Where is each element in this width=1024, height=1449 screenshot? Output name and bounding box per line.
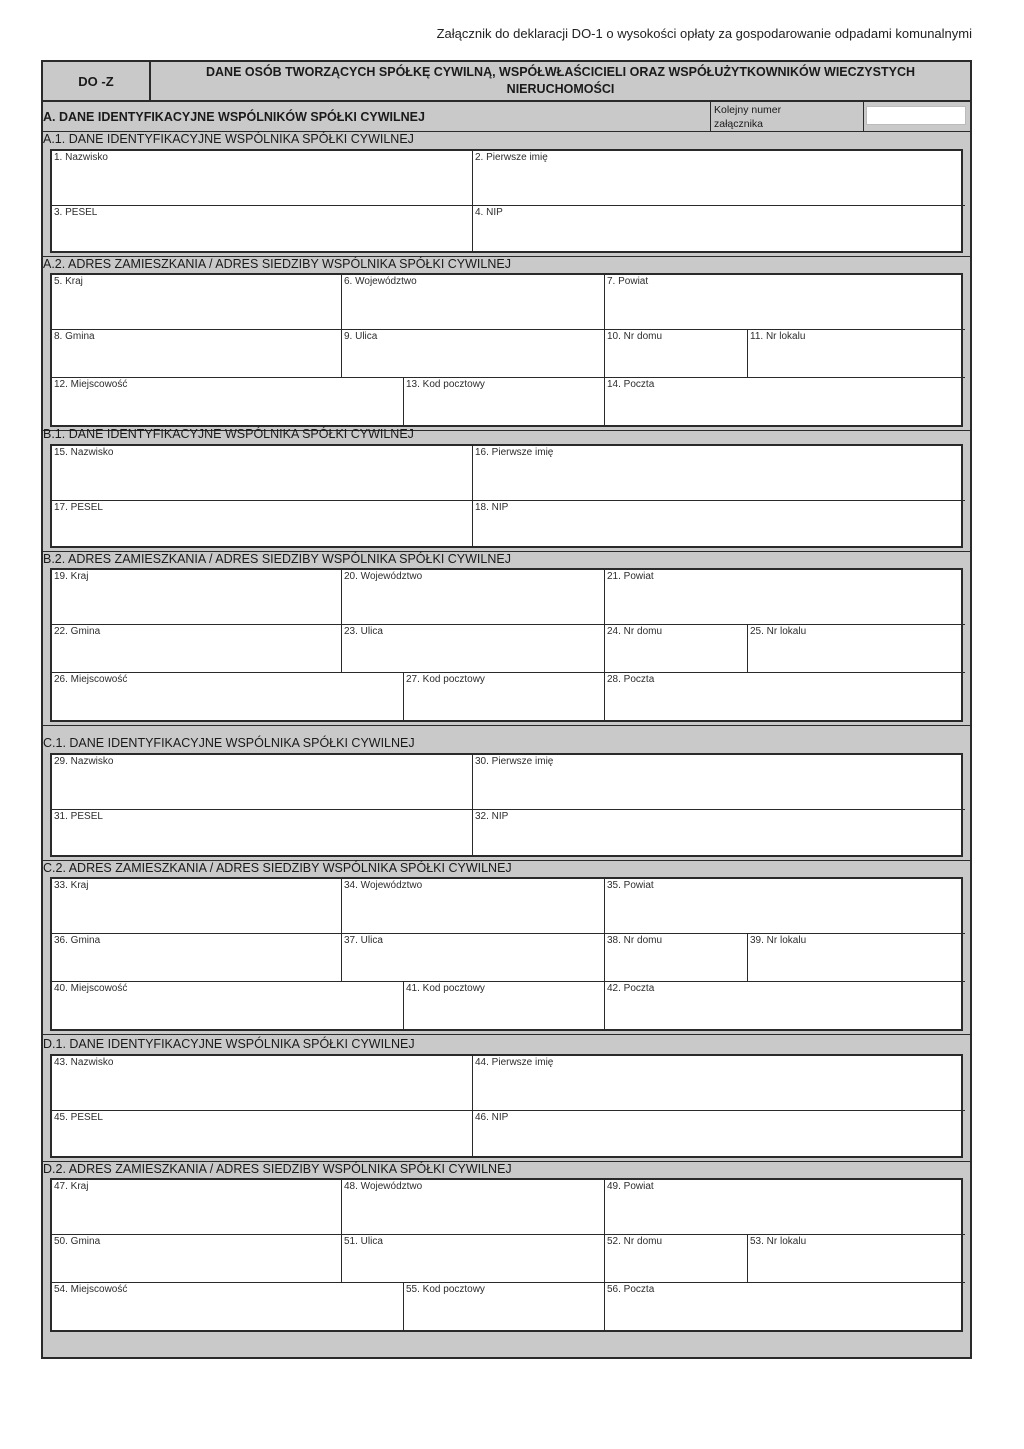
field-input[interactable] <box>54 835 470 855</box>
field-input[interactable] <box>475 835 963 855</box>
field-label: 7. Powiat <box>607 276 649 287</box>
field-input[interactable] <box>344 1260 602 1280</box>
field-label: 20. Województwo <box>344 571 423 582</box>
field-label: 52. Nr domu <box>607 1236 663 1247</box>
field-input[interactable] <box>607 1260 745 1280</box>
form-code: DO -Z <box>43 62 151 100</box>
field-label: 6. Województwo <box>344 276 417 287</box>
field-input[interactable] <box>607 1309 963 1329</box>
field-input[interactable] <box>54 650 339 670</box>
field-input[interactable] <box>344 650 602 670</box>
form-field <box>604 1234 747 1282</box>
section-a-title: A. DANE IDENTYFIKACYJNE WSPÓLNIKÓW SPÓŁKI CYWILNEJ <box>43 110 425 124</box>
field-label: 21. Powiat <box>607 571 654 582</box>
field-label: 28. Poczta <box>607 674 655 685</box>
field-input[interactable] <box>54 355 339 375</box>
field-label: 16. Pierwsze imię <box>475 447 554 458</box>
field-input[interactable] <box>475 183 963 203</box>
form-field <box>472 1110 965 1158</box>
partner-id-panel <box>50 149 963 253</box>
field-input[interactable] <box>475 1088 963 1108</box>
field-label: 43. Nazwisko <box>54 1057 114 1068</box>
field-input[interactable] <box>607 307 963 327</box>
field-label: 49. Powiat <box>607 1181 654 1192</box>
field-input[interactable] <box>406 1008 602 1028</box>
field-label: 23. Ulica <box>344 626 383 637</box>
form-field <box>52 329 341 377</box>
form-field <box>472 500 965 548</box>
form-field <box>604 377 965 426</box>
form-field <box>341 329 604 377</box>
attachment-caption: Załącznik do deklaracji DO-1 o wysokości opłaty za gospodarowanie odpadami komunalnymi <box>436 26 972 41</box>
form-field <box>604 981 965 1030</box>
field-label: 55. Kod pocztowy <box>406 1284 485 1295</box>
form-field <box>52 624 341 672</box>
form-title-row <box>43 62 970 102</box>
field-input[interactable] <box>54 307 339 327</box>
form-field <box>403 981 604 1030</box>
field-label: 19. Kraj <box>54 571 89 582</box>
form-field <box>604 570 965 624</box>
partner-id-panel <box>50 753 963 857</box>
field-input[interactable] <box>607 699 963 719</box>
field-label: 8. Gmina <box>54 331 95 342</box>
field-label: 31. PESEL <box>54 811 103 822</box>
field-label: 41. Kod pocztowy <box>406 983 485 994</box>
form-field <box>52 981 403 1030</box>
form-field <box>52 205 472 253</box>
field-input[interactable] <box>54 1212 339 1232</box>
field-input[interactable] <box>750 355 963 375</box>
field-input[interactable] <box>344 959 602 979</box>
field-input[interactable] <box>750 1260 963 1280</box>
field-label: 34. Województwo <box>344 880 423 891</box>
field-input[interactable] <box>750 650 963 670</box>
form-field <box>472 205 965 253</box>
field-label: 53. Nr lokalu <box>750 1236 807 1247</box>
form-field <box>341 624 604 672</box>
field-label: 42. Poczta <box>607 983 655 994</box>
field-label: 54. Miejscowość <box>54 1284 128 1295</box>
form-field <box>341 1234 604 1282</box>
field-input[interactable] <box>54 404 401 424</box>
form-field <box>604 879 965 933</box>
section-a-header <box>43 102 970 132</box>
field-label: 37. Ulica <box>344 935 383 946</box>
partner-address-heading: B.2. ADRES ZAMIESZKANIA / ADRES SIEDZIBY WSPÓLNIKA SPÓŁKI CYWILNEJ <box>43 552 511 566</box>
form-field <box>52 500 472 548</box>
field-label: 40. Miejscowość <box>54 983 128 994</box>
field-input[interactable] <box>344 355 602 375</box>
field-label: 24. Nr domu <box>607 626 663 637</box>
field-label: 9. Ulica <box>344 331 378 342</box>
form-field <box>403 1282 604 1331</box>
field-label: 10. Nr domu <box>607 331 663 342</box>
field-input[interactable] <box>54 602 339 622</box>
field-input[interactable] <box>54 231 470 251</box>
field-label: 30. Pierwsze imię <box>475 756 554 767</box>
form-field <box>403 672 604 721</box>
field-label: 4. NIP <box>475 207 503 218</box>
field-label: 45. PESEL <box>54 1112 103 1123</box>
attachment-number-label: Kolejny numer załącznika <box>710 102 864 131</box>
field-input[interactable] <box>607 1212 963 1232</box>
field-label: 15. Nazwisko <box>54 447 114 458</box>
field-label: 33. Kraj <box>54 880 89 891</box>
field-input[interactable] <box>54 699 401 719</box>
field-label: 12. Miejscowość <box>54 379 128 390</box>
field-label: 13. Kod pocztowy <box>406 379 485 390</box>
field-input[interactable] <box>475 478 963 498</box>
section-divider <box>43 1034 970 1035</box>
field-input[interactable] <box>406 404 602 424</box>
form-field <box>52 446 472 500</box>
field-input[interactable] <box>54 478 470 498</box>
partner-id-heading: B.1. DANE IDENTYFIKACYJNE WSPÓLNIKA SPÓŁKI CYWILNEJ <box>43 427 414 441</box>
field-input[interactable] <box>406 1309 602 1329</box>
field-input[interactable] <box>607 959 745 979</box>
field-input[interactable] <box>54 787 470 807</box>
form-field <box>472 446 965 500</box>
form-field <box>472 809 965 857</box>
do-z-form <box>41 60 972 1359</box>
field-label: 48. Województwo <box>344 1181 423 1192</box>
form-field <box>341 570 604 624</box>
field-label: 47. Kraj <box>54 1181 89 1192</box>
field-label: 51. Ulica <box>344 1236 383 1247</box>
field-input[interactable] <box>344 911 602 931</box>
form-field <box>341 1180 604 1234</box>
field-label: 32. NIP <box>475 811 509 822</box>
field-label: 1. Nazwisko <box>54 152 108 163</box>
partner-address-panel <box>50 1178 963 1332</box>
field-label: 5. Kraj <box>54 276 83 287</box>
form-field <box>52 1110 472 1158</box>
form-field <box>341 933 604 981</box>
form-field <box>747 329 965 377</box>
field-input[interactable] <box>475 526 963 546</box>
partner-id-heading: C.1. DANE IDENTYFIKACYJNE WSPÓLNIKA SPÓŁKI CYWILNEJ <box>43 736 415 750</box>
field-input[interactable] <box>475 231 963 251</box>
form-field <box>52 879 341 933</box>
form-field <box>604 1180 965 1234</box>
field-label: 27. Kod pocztowy <box>406 674 485 685</box>
form-field <box>604 275 965 329</box>
field-input[interactable] <box>344 1212 602 1232</box>
field-label: 22. Gmina <box>54 626 101 637</box>
field-input[interactable] <box>54 183 470 203</box>
partner-address-heading: D.2. ADRES ZAMIESZKANIA / ADRES SIEDZIBY WSPÓLNIKA SPÓŁKI CYWILNEJ <box>43 1162 512 1176</box>
partner-address-heading: C.2. ADRES ZAMIESZKANIA / ADRES SIEDZIBY WSPÓLNIKA SPÓŁKI CYWILNEJ <box>43 861 512 875</box>
field-label: 26. Miejscowość <box>54 674 128 685</box>
form-field <box>52 1282 403 1331</box>
form-field <box>604 1282 965 1331</box>
field-input[interactable] <box>475 1136 963 1156</box>
field-label: 56. Poczta <box>607 1284 655 1295</box>
field-label: 3. PESEL <box>54 207 98 218</box>
field-input[interactable] <box>54 1136 470 1156</box>
field-input[interactable] <box>54 1309 401 1329</box>
form-field <box>604 672 965 721</box>
field-input[interactable] <box>54 959 339 979</box>
form-field <box>52 755 472 809</box>
partner-id-panel <box>50 1054 963 1158</box>
field-input[interactable] <box>607 404 963 424</box>
field-label: 35. Powiat <box>607 880 654 891</box>
form-field <box>604 933 747 981</box>
field-input[interactable] <box>607 602 963 622</box>
field-input[interactable] <box>344 602 602 622</box>
field-label: 39. Nr lokalu <box>750 935 807 946</box>
field-input[interactable] <box>475 787 963 807</box>
form-field <box>52 933 341 981</box>
form-field <box>341 275 604 329</box>
field-label: 44. Pierwsze imię <box>475 1057 554 1068</box>
field-label: 29. Nazwisko <box>54 756 114 767</box>
field-input[interactable] <box>607 650 745 670</box>
form-field <box>403 377 604 426</box>
form-field <box>52 672 403 721</box>
field-label: 50. Gmina <box>54 1236 101 1247</box>
field-input[interactable] <box>607 1008 963 1028</box>
form-field <box>472 151 965 205</box>
field-input[interactable] <box>607 355 745 375</box>
form-field <box>52 377 403 426</box>
form-field <box>52 809 472 857</box>
form-field <box>52 1056 472 1110</box>
field-input[interactable] <box>54 1088 470 1108</box>
form-field <box>341 879 604 933</box>
form-field <box>52 570 341 624</box>
form-field <box>52 1234 341 1282</box>
partner-address-panel <box>50 877 963 1031</box>
section-divider <box>43 725 970 726</box>
partner-id-panel <box>50 444 963 548</box>
field-label: 46. NIP <box>475 1112 509 1123</box>
field-label: 11. Nr lokalu <box>750 331 806 342</box>
field-input[interactable] <box>54 911 339 931</box>
field-label: 14. Poczta <box>607 379 655 390</box>
field-label: 18. NIP <box>475 502 509 513</box>
field-input[interactable] <box>607 911 963 931</box>
partner-id-heading: D.1. DANE IDENTYFIKACYJNE WSPÓLNIKA SPÓŁKI CYWILNEJ <box>43 1037 415 1051</box>
field-input[interactable] <box>54 1008 401 1028</box>
field-label: 2. Pierwsze imię <box>475 152 548 163</box>
form-field <box>747 624 965 672</box>
form-field <box>52 1180 341 1234</box>
field-input[interactable] <box>406 699 602 719</box>
field-label: 17. PESEL <box>54 502 103 513</box>
form-field <box>747 933 965 981</box>
form-field <box>52 151 472 205</box>
form-field <box>604 624 747 672</box>
form-field <box>52 275 341 329</box>
field-label: 38. Nr domu <box>607 935 663 946</box>
form-field <box>472 1056 965 1110</box>
attachment-number-field[interactable] <box>866 106 966 125</box>
field-input[interactable] <box>344 307 602 327</box>
form-field <box>472 755 965 809</box>
field-input[interactable] <box>750 959 963 979</box>
partner-id-heading: A.1. DANE IDENTYFIKACYJNE WSPÓLNIKA SPÓŁKI CYWILNEJ <box>43 132 414 146</box>
partner-address-panel <box>50 273 963 427</box>
field-input[interactable] <box>54 1260 339 1280</box>
form-field <box>747 1234 965 1282</box>
form-title: DANE OSÓB TWORZĄCYCH SPÓŁKĘ CYWILNĄ, WSPÓŁWŁAŚCICIELI ORAZ WSPÓŁUŻYTKOWNIKÓW WIECZYSTYCH NIERUCHOMOŚCI <box>206 65 915 96</box>
partner-address-heading: A.2. ADRES ZAMIESZKANIA / ADRES SIEDZIBY WSPÓLNIKA SPÓŁKI CYWILNEJ <box>43 257 511 271</box>
partner-address-panel <box>50 568 963 722</box>
form-field <box>604 329 747 377</box>
field-input[interactable] <box>54 526 470 546</box>
field-label: 25. Nr lokalu <box>750 626 807 637</box>
field-label: 36. Gmina <box>54 935 101 946</box>
